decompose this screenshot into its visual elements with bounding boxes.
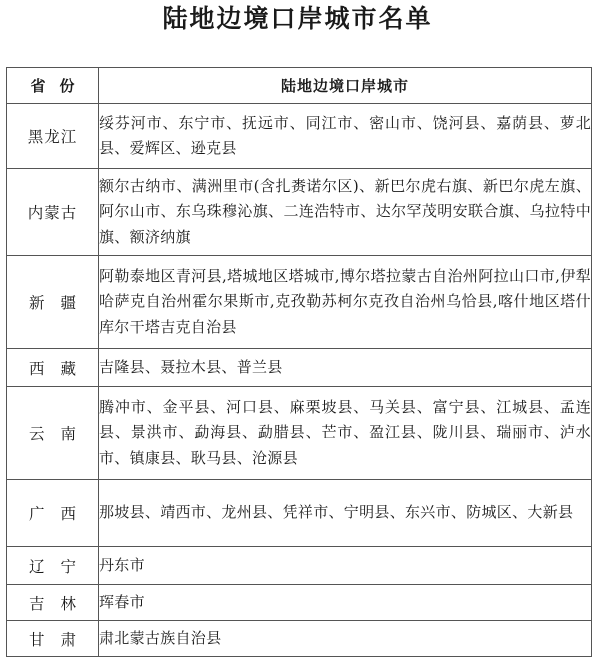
table-row xyxy=(7,104,592,169)
table-row xyxy=(7,585,592,621)
header-ports: 陆地边境口岸城市 xyxy=(99,68,592,104)
province-cell: 广西 xyxy=(7,480,99,547)
province-cell: 黑龙江 xyxy=(7,104,99,169)
table-row xyxy=(7,547,592,585)
province-cell: 内蒙古 xyxy=(7,169,99,256)
province-cell: 甘肃 xyxy=(7,621,99,657)
ports-cell: 珲春市 xyxy=(99,585,592,621)
province-cell: 辽宁 xyxy=(7,547,99,585)
table-header-row xyxy=(7,68,592,104)
table-row xyxy=(7,256,592,349)
province-cell: 云南 xyxy=(7,387,99,480)
header-province: 省份 xyxy=(7,68,99,104)
table-row xyxy=(7,480,592,547)
ports-cell: 肃北蒙古族自治县 xyxy=(99,621,592,657)
ports-cell: 那坡县、靖西市、龙州县、凭祥市、宁明县、东兴市、防城区、大新县 xyxy=(99,480,592,547)
ports-cell: 丹东市 xyxy=(99,547,592,585)
document-title: 陆地边境口岸城市名单 xyxy=(162,4,433,33)
table-row xyxy=(7,621,592,657)
table-row xyxy=(7,387,592,480)
province-cell: 新疆 xyxy=(7,256,99,349)
ports-cell: 额尔古纳市、满洲里市(含扎赉诺尔区)、新巴尔虎右旗、新巴尔虎左旗、阿尔山市、东乌珠穆沁旗、二连浩特市、达尔罕茂明安联合旗、乌拉特中旗、额济纳旗 xyxy=(99,169,592,256)
ports-cell: 吉隆县、聂拉木县、普兰县 xyxy=(99,349,592,387)
ports-cell: 腾冲市、金平县、河口县、麻栗坡县、马关县、富宁县、江城县、孟连县、景洪市、勐海县、勐腊县、芒市、盈江县、陇川县、瑞丽市、泸水市、镇康县、耿马县、沧源县 xyxy=(99,387,592,480)
ports-cell: 阿勒泰地区青河县,塔城地区塔城市,博尔塔拉蒙古自治州阿拉山口市,伊犁哈萨克自治州霍尔果斯市,克孜勒苏柯尔克孜自治州乌恰县,喀什地区塔什库尔干塔吉克自治县 xyxy=(99,256,592,349)
province-cell: 西藏 xyxy=(7,349,99,387)
ports-cell: 绥芬河市、东宁市、抚远市、同江市、密山市、饶河县、嘉荫县、萝北县、爱辉区、逊克县 xyxy=(99,104,592,169)
table-row xyxy=(7,169,592,256)
border-port-city-table xyxy=(6,67,592,657)
table-row xyxy=(7,349,592,387)
province-cell: 吉林 xyxy=(7,585,99,621)
